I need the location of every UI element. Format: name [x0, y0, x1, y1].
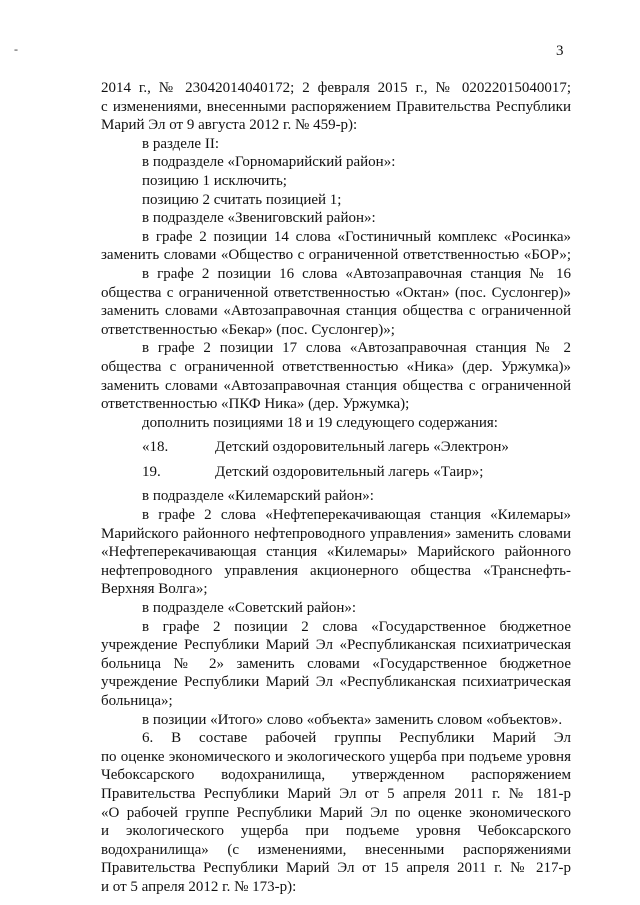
position-number: 19. — [142, 463, 161, 480]
corner-mark: - — [14, 42, 18, 56]
page-number: 3 — [556, 43, 564, 59]
text-line: Чебоксарского водохранилища, утвержденном распоряжением — [101, 767, 571, 784]
text-line: Марий Эл от 9 августа 2012 г. № 459-р): — [101, 117, 358, 134]
text-line: больница»; — [101, 693, 173, 709]
text-block-after — [101, 487, 571, 896]
text-line: и от 5 апреля 2012 г. № 173-р): — [101, 878, 297, 895]
position-text: Детский оздоровительный лагерь «Электрон» — [215, 439, 509, 456]
text-line: «О рабочей группе Республики Марий Эл по оценке экономического — [101, 804, 571, 821]
text-line: учреждение Республики Марий Эл «Республиканская психиатрическая — [101, 674, 571, 691]
text-line: с изменениями, внесенными распоряжением Правительства Республики — [101, 98, 571, 115]
text-line: «Нефтеперекачивающая станция «Килемары» Марийского районного — [101, 544, 571, 561]
text-line: позицию 1 исключить; — [142, 172, 287, 189]
text-line: учреждение Республики Марий Эл «Республиканская психиатрическая — [101, 637, 571, 654]
text-line: в подразделе «Килемарский район»: — [142, 488, 374, 505]
text-line: в графе 2 позиции 14 слова «Гостиничный комплекс «Росинка» — [142, 228, 571, 245]
text-line: и экологического ущерба при подъеме уровня Чебоксарского — [101, 823, 571, 840]
text-line: общества с ограниченной ответственностью «Ника» (дер. Уржумка)» — [101, 358, 571, 375]
new-positions-list — [101, 438, 571, 481]
position-text: Детский оздоровительный лагерь «Таир»; — [215, 463, 484, 480]
text-line: Правительства Республики Марий Эл от 5 апреля 2011 г. № 181-р — [101, 785, 571, 802]
text-line: заменить словами «Автозаправочная станция общества с ограниченной — [101, 303, 571, 320]
text-line: ответственностью «Бекар» (пос. Суслонгер)»; — [101, 321, 395, 338]
text-line: общества с ограниченной ответственностью «Октан» (пос. Суслонгер)» — [101, 284, 571, 301]
text-line: позицию 2 считать позицией 1; — [142, 191, 342, 208]
text-line: нефтепроводного управления акционерного общества «Транснефть- — [101, 562, 571, 579]
text-line: Верхняя Волга»; — [101, 581, 208, 598]
text-line: в разделе II: — [142, 135, 219, 152]
text-line: водохранилища» (с изменениями, внесенными распоряжениями — [101, 841, 571, 858]
text-line: в подразделе «Советский район»: — [142, 600, 357, 617]
text-block-before — [101, 79, 571, 432]
text-line: дополнить позициями 18 и 19 следующего содержания: — [142, 414, 498, 431]
text-line: в графе 2 слова «Нефтеперекачивающая станция «Килемары» — [142, 507, 571, 524]
text-line: 6. В составе рабочей группы Республики Марий Эл — [142, 730, 571, 747]
list-item — [101, 463, 571, 482]
list-item — [101, 438, 571, 457]
position-number: «18. — [142, 439, 169, 456]
text-line: ответственностью «ПКФ Ника» (дер. Уржумка); — [101, 396, 410, 413]
text-line: в графе 2 позиции 16 слова «Автозаправочная станция № 16 — [142, 265, 571, 282]
text-line: Марийского районного нефтепроводного управления» заменить словами — [101, 525, 571, 542]
document-body — [101, 79, 571, 897]
text-line: в подразделе «Горномарийский район»: — [142, 154, 396, 171]
text-line: больница № 2» заменить словами «Государственное бюджетное — [101, 655, 571, 672]
text-line: в графе 2 позиции 17 слова «Автозаправочная станция № 2 — [142, 340, 571, 357]
text-line: Правительства Республики Марий Эл от 15 апреля 2011 г. № 217-р — [101, 860, 571, 877]
text-line: 2014 г., № 23042014040172; 2 февраля 2015 г., № 02022015040017; — [101, 80, 571, 96]
text-line: по оценке экономического и экологического ущерба при подъеме уровня — [101, 748, 571, 765]
text-line: заменить словами «Автозаправочная станция общества с ограниченной — [101, 377, 571, 394]
text-line: заменить словами «Общество с ограниченной ответственностью «БОР»; — [101, 247, 571, 264]
text-line: в графе 2 позиции 2 слова «Государственное бюджетное — [142, 618, 571, 635]
text-line: в подразделе «Звениговский район»: — [142, 210, 376, 227]
text-line: в позиции «Итого» слово «объекта» заменить словом «объектов». — [142, 711, 563, 728]
